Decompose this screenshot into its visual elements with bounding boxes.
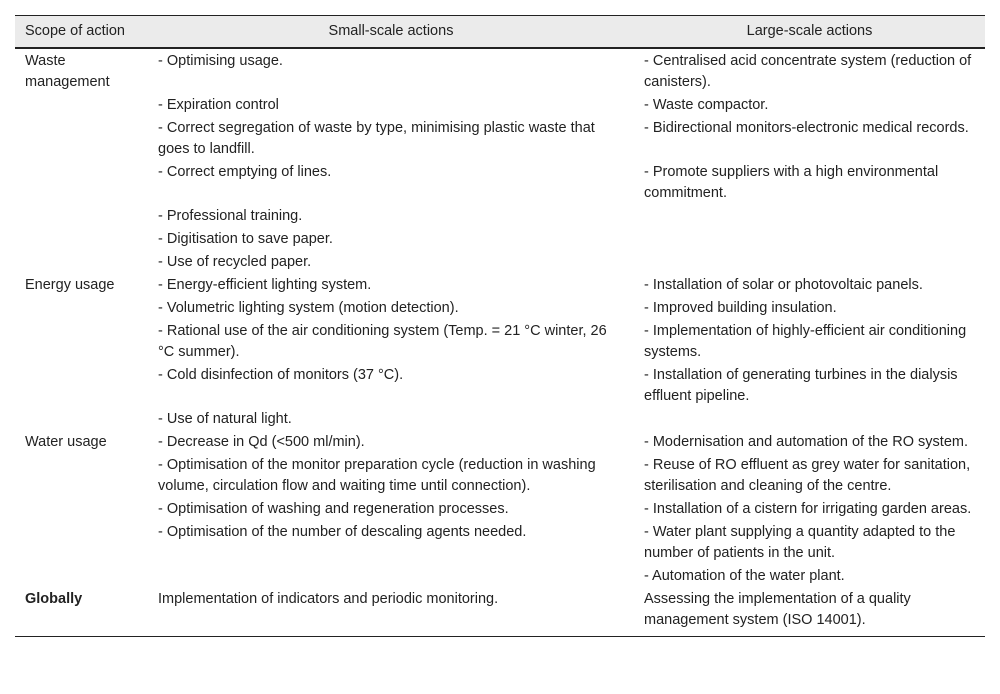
large-scale-cell: - Installation of a cistern for irrigating garden areas. (644, 501, 972, 517)
header-scope: Scope of action (15, 16, 148, 49)
table-row (15, 454, 985, 498)
scope-cell: Globally (15, 588, 148, 637)
table-row (15, 228, 985, 251)
scope-cell (15, 565, 148, 588)
small-scale-cell: - Optimisation of washing and regeneration processes. (158, 501, 509, 517)
scope-cell (15, 117, 148, 161)
actions-table-container (15, 15, 985, 637)
scope-cell (15, 498, 148, 521)
scope-cell: Water usage (25, 434, 107, 450)
header-large-scale: Large-scale actions (634, 16, 985, 49)
large-scale-cell: - Reuse of RO effluent as grey water for sanitation, sterilisation and cleaning of the centre. (644, 457, 971, 494)
large-scale-cell: - Centralised acid concentrate system (reduction of canisters). (644, 53, 972, 90)
large-scale-cell: - Modernisation and automation of the RO system. (644, 434, 968, 450)
small-scale-cell: - Optimisation of the number of descaling agents needed. (158, 524, 527, 540)
small-scale-cell: - Cold disinfection of monitors (37 °C). (158, 367, 404, 383)
scope-cell (15, 364, 148, 408)
small-scale-cell: Implementation of indicators and periodic monitoring. (148, 588, 634, 637)
table-row (15, 521, 985, 565)
table-row (15, 161, 985, 205)
scope-cell (15, 94, 148, 117)
actions-table (15, 15, 985, 637)
scope-cell (15, 297, 148, 320)
small-scale-cell: - Professional training. (158, 208, 303, 224)
small-scale-cell: - Rational use of the air conditioning system (Temp. = 21 °C winter, 26 °C summer). (158, 323, 607, 360)
large-scale-cell: - Waste compactor. (644, 97, 769, 113)
large-scale-cell: - Promote suppliers with a high environmental commitment. (644, 164, 939, 201)
small-scale-cell: - Use of natural light. (158, 411, 292, 427)
table-row (15, 565, 985, 588)
table-row (15, 117, 985, 161)
small-scale-cell: - Volumetric lighting system (motion detection). (158, 300, 459, 316)
header-small-scale: Small-scale actions (148, 16, 634, 49)
table-row (15, 364, 985, 408)
scope-cell (15, 454, 148, 498)
scope-cell (15, 408, 148, 431)
table-row (15, 431, 985, 454)
table-row (15, 251, 985, 274)
large-scale-cell (634, 251, 985, 274)
scope-cell: Waste management (25, 53, 110, 90)
small-scale-cell: - Correct emptying of lines. (158, 164, 332, 180)
scope-cell (15, 161, 148, 205)
large-scale-cell: Assessing the implementation of a quality management system (ISO 14001). (634, 588, 985, 637)
small-scale-cell: - Decrease in Qd (<500 ml/min). (158, 434, 365, 450)
large-scale-cell: - Installation of solar or photovoltaic panels. (644, 277, 923, 293)
small-scale-cell (148, 565, 634, 588)
small-scale-cell: - Optimisation of the monitor preparation cycle (reduction in washing volume, circulation flow and waiting time until connection). (158, 457, 596, 494)
scope-cell (15, 320, 148, 364)
small-scale-cell: - Digitisation to save paper. (158, 231, 333, 247)
large-scale-cell (634, 228, 985, 251)
scope-cell (15, 521, 148, 565)
large-scale-cell: - Implementation of highly-efficient air conditioning systems. (644, 323, 967, 360)
scope-cell (15, 228, 148, 251)
large-scale-cell: - Automation of the water plant. (644, 568, 845, 584)
scope-cell (15, 251, 148, 274)
table-row (15, 408, 985, 431)
scope-cell (15, 205, 148, 228)
large-scale-cell: - Water plant supplying a quantity adapted to the number of patients in the unit. (644, 524, 956, 561)
small-scale-cell: - Energy-efficient lighting system. (158, 277, 372, 293)
table-header (15, 16, 985, 49)
table-row (15, 297, 985, 320)
header-row (15, 16, 985, 49)
table-body (15, 48, 985, 637)
table-row (15, 498, 985, 521)
table-row (15, 48, 985, 94)
large-scale-cell (634, 408, 985, 431)
large-scale-cell: - Bidirectional monitors-electronic medical records. (644, 120, 969, 136)
large-scale-cell: - Installation of generating turbines in the dialysis effluent pipeline. (644, 367, 958, 404)
small-scale-cell: - Use of recycled paper. (158, 254, 312, 270)
table-row (15, 94, 985, 117)
large-scale-cell (634, 205, 985, 228)
table-row (15, 320, 985, 364)
table-row (15, 274, 985, 297)
table-row (15, 588, 985, 637)
small-scale-cell: - Optimising usage. (158, 53, 283, 69)
small-scale-cell: - Correct segregation of waste by type, minimising plastic waste that goes to landfill. (158, 120, 595, 157)
large-scale-cell: - Improved building insulation. (644, 300, 837, 316)
scope-cell: Energy usage (25, 277, 115, 293)
small-scale-cell: - Expiration control (158, 97, 279, 113)
table-row (15, 205, 985, 228)
